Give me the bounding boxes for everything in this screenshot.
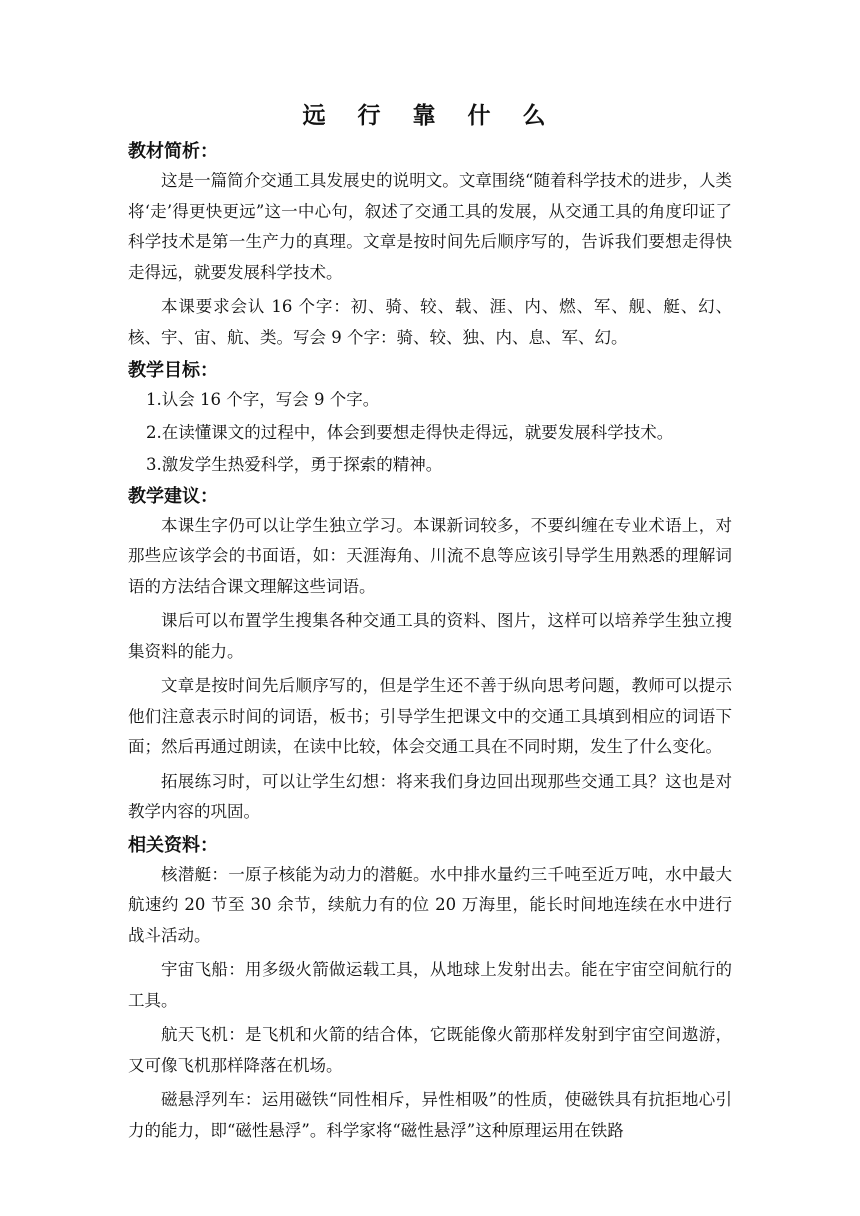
paragraph: 本课要求会认 16 个字：初、骑、较、载、涯、内、燃、军、舰、艇、幻、核、宇、宙、航、类。写会 9 个字：骑、较、独、内、息、军、幻。 xyxy=(128,297,732,347)
list-item: 1.认会 16 个字，写会 9 个字。 xyxy=(146,390,380,409)
paragraph: 核潜艇：一原子核能为动力的潜艇。水中排水量约三千吨至近万吨，水中最大航速约 20 节至 30 余节，续航力有的位 20 万海里，能长时间地连续在水中进行战斗活动。 xyxy=(128,864,732,945)
paragraph: 拓展练习时，可以让学生幻想：将来我们身边回出现那些交通工具？这也是对教学内容的巩固。 xyxy=(128,771,732,821)
section-heading-analysis: 教材简析： xyxy=(128,141,218,162)
paragraph: 航天飞机：是飞机和火箭的结合体，它既能像火箭那样发射到宇宙空间遨游，又可像飞机那样降落在机场。 xyxy=(128,1025,732,1075)
paragraph: 宇宙飞船：用多级火箭做运载工具，从地球上发射出去。能在宇宙空间航行的工具。 xyxy=(128,960,732,1010)
list-item: 3.激发学生热爱科学，勇于探索的精神。 xyxy=(146,455,443,474)
list-item: 2.在读懂课文的过程中，体会到要想走得快走得远，就要发展科学技术。 xyxy=(146,422,674,442)
paragraph: 文章是按时间先后顺序写的，但是学生还不善于纵向思考问题，教师可以提示他们注意表示时间的词语，板书；引导学生把课文中的交通工具填到相应的词语下面；然后再通过朗读，在读中比较，体会交通工具在不同时期，发生了什么变化。 xyxy=(128,676,732,756)
paragraph: 课后可以布置学生搜集各种交通工具的资料、图片，这样可以培养学生独立搜集资料的能力。 xyxy=(128,611,732,661)
section-heading-goals: 教学目标： xyxy=(128,360,218,381)
paragraph: 本课生字仍可以让学生独立学习。本课新词较多，不要纠缠在专业术语上，对那些应该学会的书面语，如：天涯海角、川流不息等应该引导学生用熟悉的理解词语的方法结合课文理解这些词语。 xyxy=(128,515,732,596)
section-heading-resources: 相关资料： xyxy=(128,834,218,856)
section-heading-suggestions: 教学建议： xyxy=(128,485,218,507)
document-title: 远 行 靠 什 么 xyxy=(302,102,558,129)
paragraph: 这是一篇简介交通工具发展史的说明文。文章围绕“随着科学技术的进步，人类将‘走’得更快更远”这一中心句，叙述了交通工具的发展，从交通工具的角度印证了科学技术是第一生产力的真理。文章是按时间先后顺序写的，告诉我们要想走得快走得远，就要发展科学技术。 xyxy=(128,171,732,282)
paragraph: 磁悬浮列车：运用磁铁“同性相斥，异性相吸”的性质，使磁铁具有抗拒地心引力的能力，即“磁性悬浮”。科学家将“磁性悬浮”这种原理运用在铁路 xyxy=(128,1090,732,1140)
